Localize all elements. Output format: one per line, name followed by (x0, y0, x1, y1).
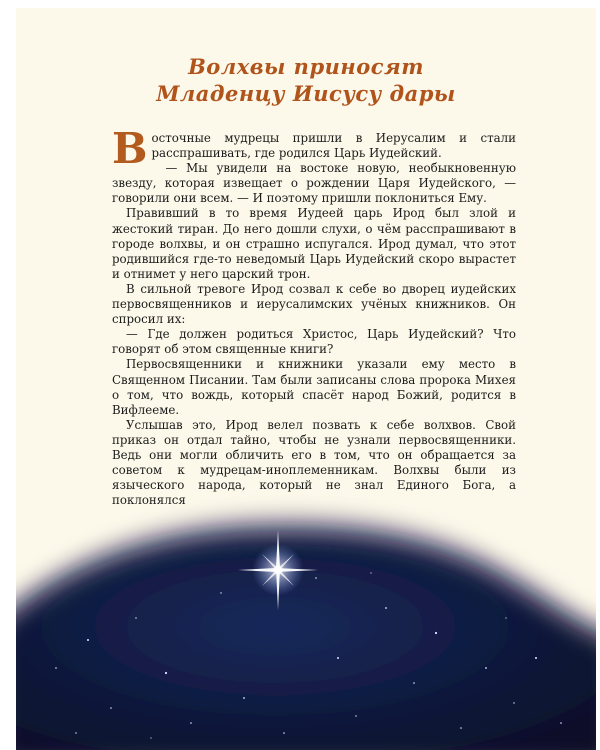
paragraph-7: Услышав это, Ирод велел позвать к себе волхвов. Свой приказ он отдал тайно, чтобы не узнали первосвященники. Ведь они могли обличить его в том, что он обращается за советом к мудрецам-иноплеменникам. Волхвы были из языческого народа, который не знал Единого Бога, а поклонялся (112, 417, 516, 508)
paragraph-1 (112, 124, 516, 173)
chapter-title-line-1: Волхвы приносят (188, 54, 424, 79)
chapter-body (112, 124, 516, 508)
drop-cap-letter: В (112, 124, 148, 173)
paragraph-6: Первосвященники и книжники указали ему место в Священном Писании. Там были записаны слова пророка Михея о том, что вождь, который спасёт народ Божий, родится в Вифлееме. (112, 357, 516, 417)
chapter-title-line-2: Младенцу Иисусу дары (156, 81, 456, 106)
paragraph-5: — Где должен родиться Христос, Царь Иудейский? Что говорят об этом священные книги? (112, 327, 516, 357)
paragraph-1-text: осточные мудрецы пришли в Иерусалим и стали расспрашивать, где родился Царь Иудейский. (151, 131, 516, 161)
paragraph-2: — Мы увидели на востоке новую, необыкновенную звезду, которая извещает о рождении Царя Иудейского, — говорили они всем. — И поэтому пришли поклониться Ему. (112, 161, 516, 206)
sky-body (16, 532, 596, 750)
paragraph-4: В сильной тревоге Ирод созвал к себе во дворец иудейских первосвященников и иерусалимских учёных книжников. Он спросил их: (112, 281, 516, 327)
night-sky-illustration (16, 468, 596, 750)
chapter-title (16, 53, 596, 107)
book-page (16, 8, 596, 750)
paragraph-3: Правивший в то время Иудеей царь Ирод был злой и жестокий тиран. До него дошли слухи, о чём расспрашивают в городе волхвы, и он страшно испугался. Ирод думал, что этот родившийся где-то неведомый Царь Иудейский скоро вырастет и отнимет у него царский трон. (112, 206, 516, 281)
